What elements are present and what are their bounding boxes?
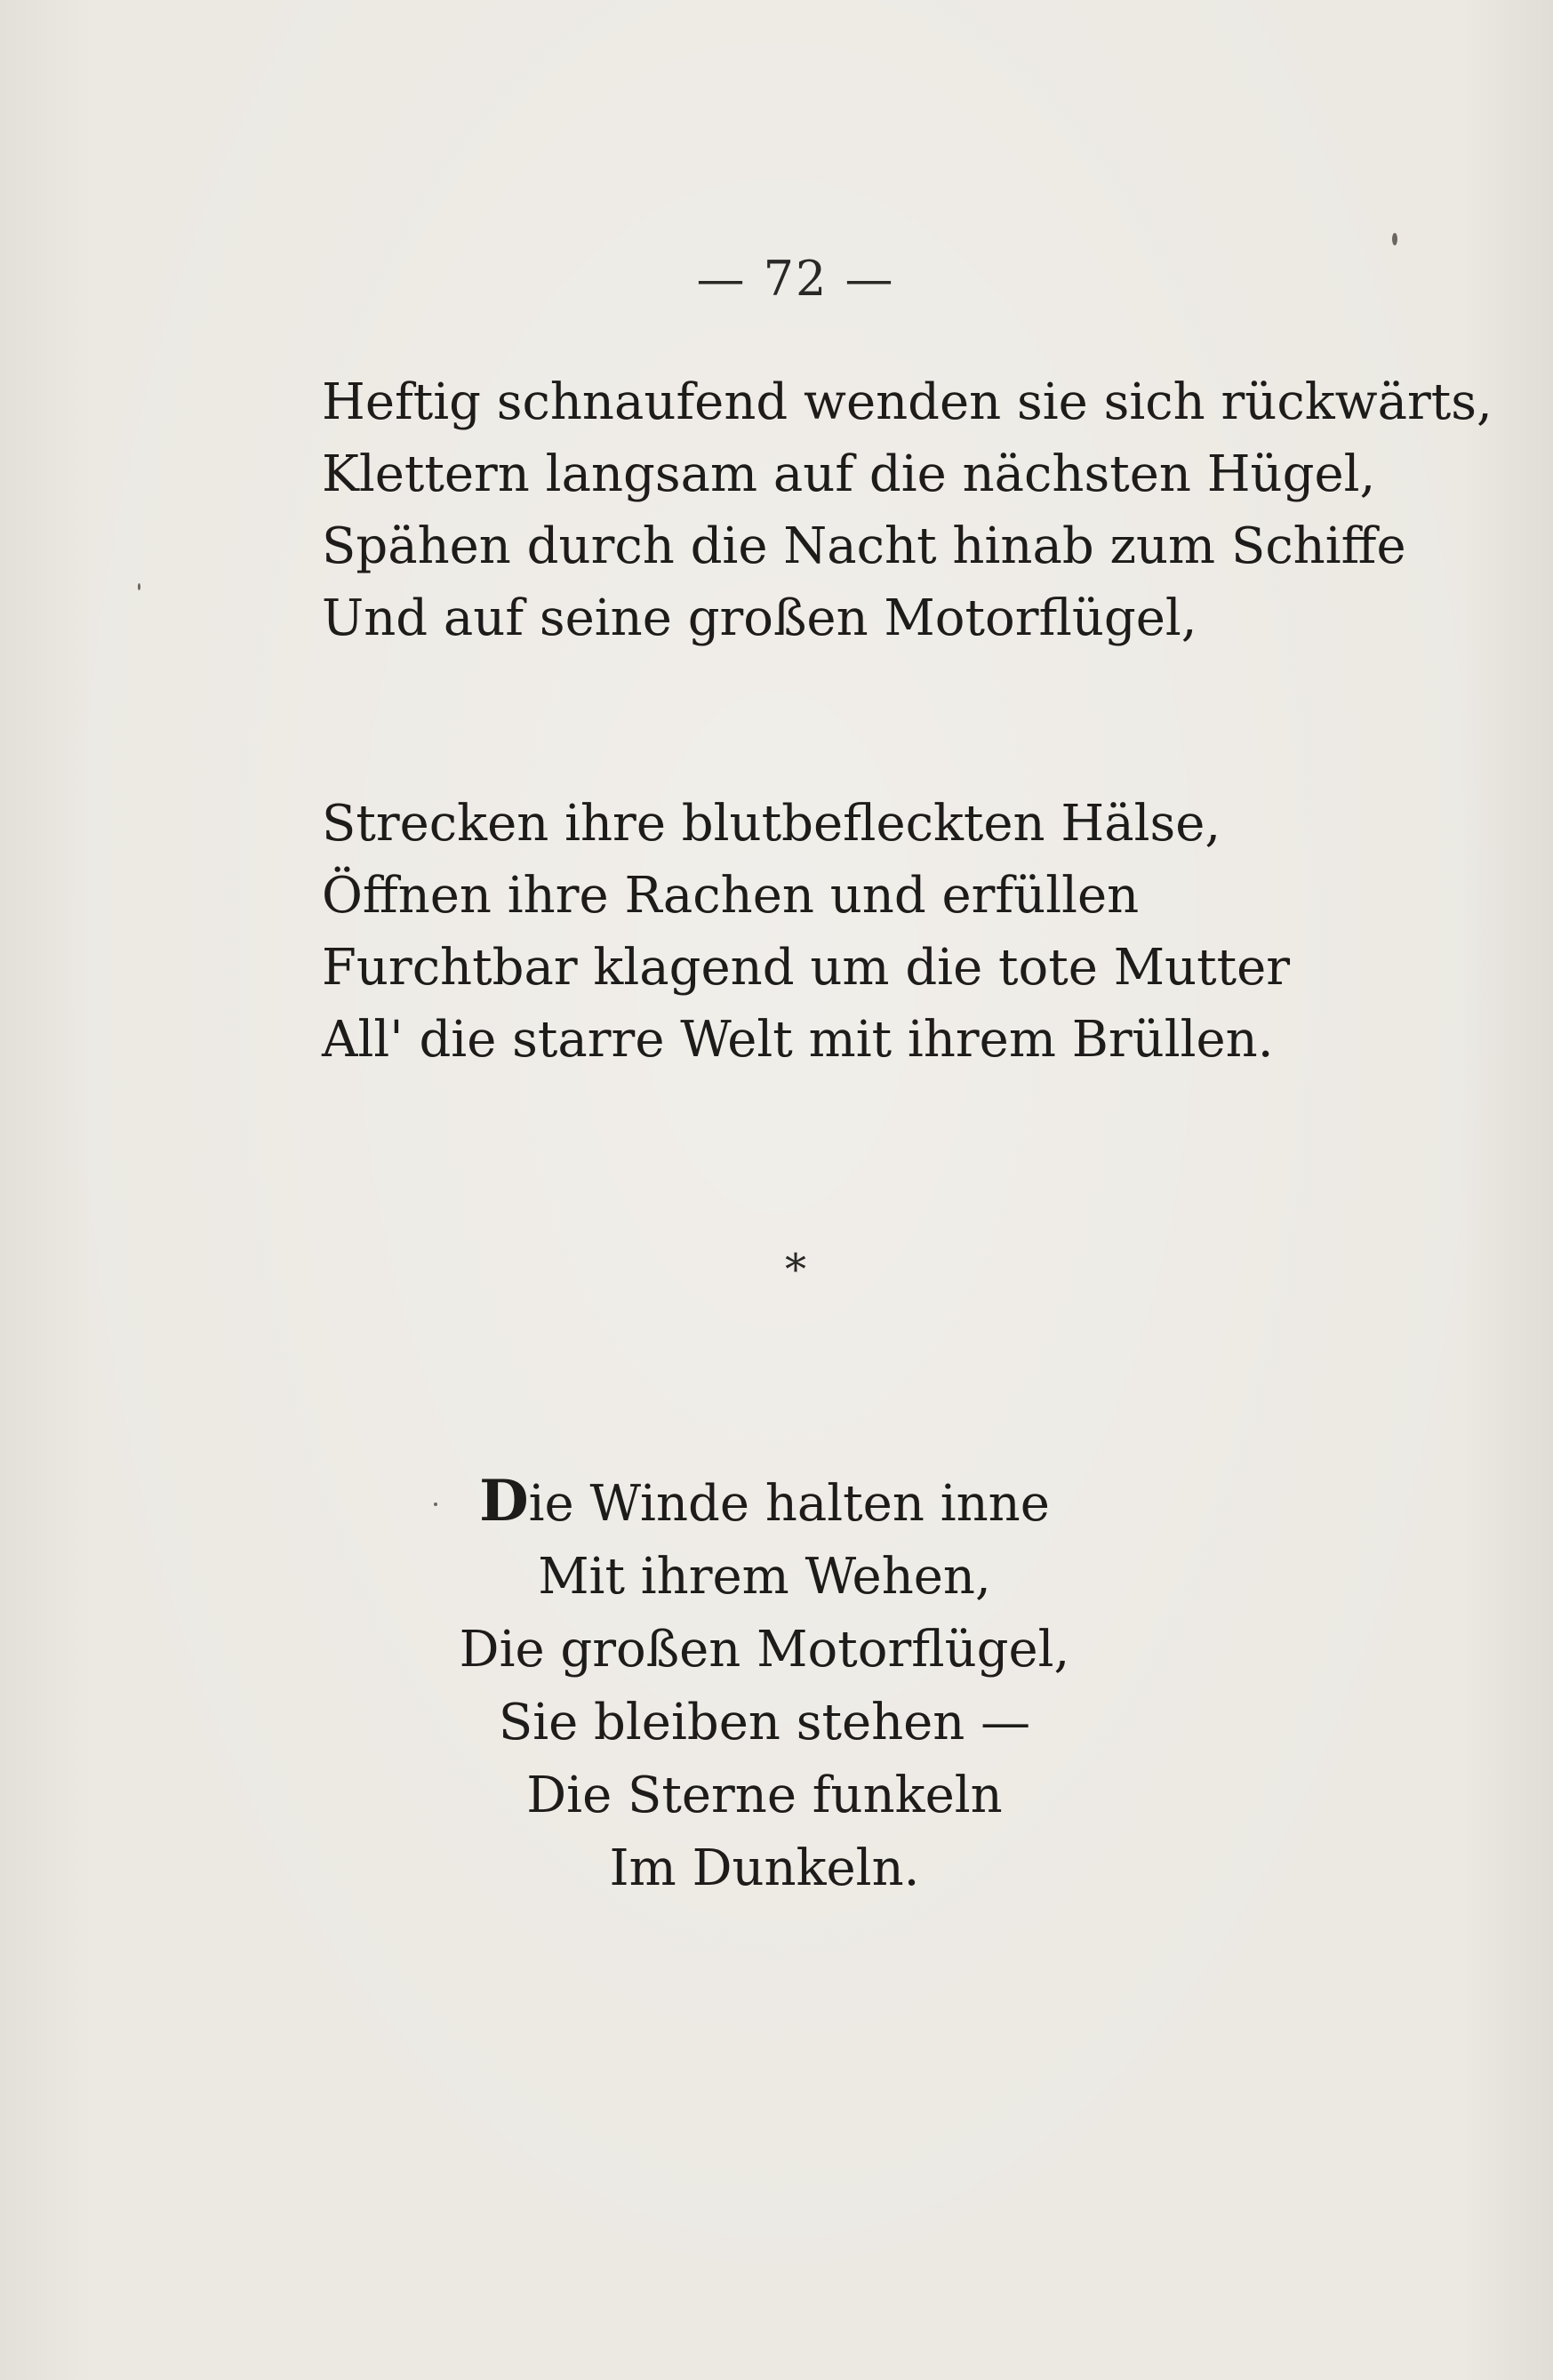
poem-centered bbox=[0, 1465, 1529, 1905]
paper-speck bbox=[138, 583, 140, 590]
decorated-initial: D bbox=[479, 1468, 529, 1535]
verse-line: Mit ihrem Wehen, bbox=[538, 1548, 991, 1606]
stanza-2 bbox=[322, 788, 1290, 1076]
verse-line: All' die starre Welt mit ihrem Brüllen. bbox=[322, 1011, 1274, 1069]
paper-speck bbox=[434, 1503, 437, 1506]
verse-line: Strecken ihre blutbefleckten Hälse, bbox=[322, 795, 1221, 853]
verse-line: Öffnen ihre Rachen und erfüllen bbox=[322, 867, 1140, 925]
verse-line: Im Dunkeln. bbox=[609, 1839, 920, 1897]
verse-line: Die großen Motorflügel, bbox=[459, 1621, 1070, 1679]
verse-line: Furchtbar klagend um die tote Mutter bbox=[322, 939, 1291, 997]
section-separator: * bbox=[785, 1245, 806, 1294]
verse-line: Heftig schnaufend wenden sie sich rückwärts, bbox=[322, 373, 1493, 431]
poem-first-line bbox=[0, 1465, 1529, 1541]
verse-line: Klettern langsam auf die nächsten Hügel, bbox=[322, 445, 1376, 503]
verse-line: Und auf seine großen Motorflügel, bbox=[322, 589, 1197, 647]
verse-line: Sie bleiben stehen — bbox=[498, 1694, 1031, 1751]
paper-speck bbox=[1392, 233, 1397, 245]
first-line-text: ie Winde halten inne bbox=[528, 1475, 1050, 1533]
page-number: — 72 — bbox=[696, 251, 895, 307]
verse-line: Die Sterne funkeln bbox=[526, 1767, 1003, 1824]
verse-line: Spähen durch die Nacht hinab zum Schiffe bbox=[322, 517, 1406, 575]
stanza-1 bbox=[322, 366, 1493, 654]
